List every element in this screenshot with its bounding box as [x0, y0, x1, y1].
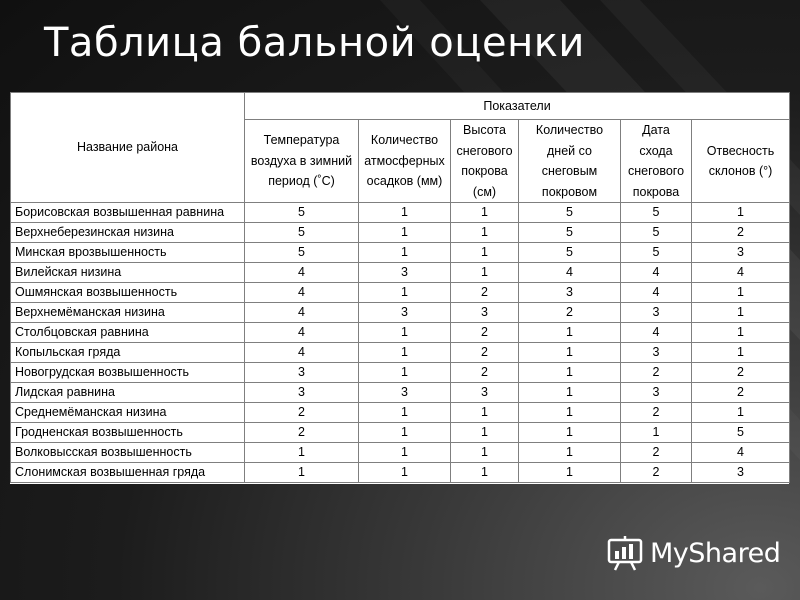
table-row: [11, 303, 790, 323]
district-name-cell: Минская врозвышенность: [11, 243, 245, 263]
score-cell: 3: [245, 363, 359, 383]
table-row: [11, 403, 790, 423]
score-cell: 5: [245, 243, 359, 263]
table-row: [11, 243, 790, 263]
score-cell: 5: [621, 223, 692, 243]
score-cell: 1: [359, 403, 451, 423]
score-cell: 2: [692, 223, 790, 243]
score-cell: 4: [621, 283, 692, 303]
score-cell: 2: [451, 323, 519, 343]
district-name-cell: Лидская равнина: [11, 383, 245, 403]
score-cell: 2: [621, 363, 692, 383]
table-row: [11, 263, 790, 283]
column-header: Отвесность склонов (°): [692, 120, 790, 203]
logo-text: MyShared: [650, 537, 781, 569]
score-cell: 1: [451, 423, 519, 443]
score-cell: 4: [692, 443, 790, 463]
score-cell: 3: [692, 243, 790, 263]
score-cell: 3: [359, 303, 451, 323]
score-cell: 1: [359, 343, 451, 363]
score-cell: 1: [451, 443, 519, 463]
score-cell: 2: [451, 283, 519, 303]
score-cell: 1: [245, 443, 359, 463]
score-cell: 5: [692, 423, 790, 443]
score-cell: 3: [692, 463, 790, 483]
score-cell: 1: [359, 443, 451, 463]
score-cell: 3: [519, 283, 621, 303]
slide-title: Таблица бальной оценки: [44, 20, 585, 66]
score-cell: 1: [692, 403, 790, 423]
score-cell: 1: [692, 323, 790, 343]
table-row: [11, 383, 790, 403]
score-cell: 3: [451, 303, 519, 323]
score-cell: 5: [621, 203, 692, 223]
score-cell: 1: [451, 463, 519, 483]
score-cell: 1: [621, 423, 692, 443]
district-name-cell: Верхнеберезинская низина: [11, 223, 245, 243]
name-column-header: Название района: [11, 93, 245, 203]
score-cell: 1: [451, 243, 519, 263]
column-header: Высота снегового покрова (см): [451, 120, 519, 203]
column-header: Дата схода снегового покрова: [621, 120, 692, 203]
score-table: [10, 92, 790, 483]
score-cell: 3: [451, 383, 519, 403]
score-cell: 4: [245, 283, 359, 303]
presentation-board-icon: [606, 534, 644, 572]
score-cell: 1: [519, 403, 621, 423]
score-cell: 2: [621, 403, 692, 423]
score-cell: 5: [519, 243, 621, 263]
score-cell: 4: [245, 303, 359, 323]
table-row: [11, 463, 790, 483]
district-name-cell: Ошмянская возвышенность: [11, 283, 245, 303]
table-row: [11, 323, 790, 343]
district-name-cell: Гродненская возвышенность: [11, 423, 245, 443]
score-cell: 3: [359, 263, 451, 283]
score-cell: 1: [359, 203, 451, 223]
score-cell: 1: [519, 383, 621, 403]
score-cell: 3: [621, 383, 692, 403]
score-cell: 1: [692, 343, 790, 363]
score-cell: 5: [519, 203, 621, 223]
score-cell: 1: [451, 203, 519, 223]
score-cell: 4: [519, 263, 621, 283]
score-cell: 2: [451, 343, 519, 363]
table-row: [11, 343, 790, 363]
table-row: [11, 443, 790, 463]
score-cell: 2: [621, 443, 692, 463]
score-cell: 1: [692, 203, 790, 223]
district-name-cell: Среднемёманская низина: [11, 403, 245, 423]
table-row: [11, 363, 790, 383]
score-cell: 1: [359, 323, 451, 343]
score-cell: 4: [245, 323, 359, 343]
score-cell: 1: [692, 283, 790, 303]
district-name-cell: Столбцовская равнина: [11, 323, 245, 343]
score-cell: 5: [245, 203, 359, 223]
score-cell: 1: [451, 223, 519, 243]
score-cell: 4: [621, 323, 692, 343]
district-name-cell: Слонимская возвышенная гряда: [11, 463, 245, 483]
score-cell: 1: [519, 463, 621, 483]
score-cell: 5: [519, 223, 621, 243]
score-cell: 3: [621, 343, 692, 363]
column-header: Количество атмосферных осадков (мм): [359, 120, 451, 203]
score-cell: 1: [519, 323, 621, 343]
score-cell: 5: [621, 243, 692, 263]
score-cell: 4: [621, 263, 692, 283]
score-cell: 2: [245, 403, 359, 423]
score-cell: 1: [451, 263, 519, 283]
table-row: [11, 203, 790, 223]
score-cell: 1: [359, 423, 451, 443]
score-cell: 3: [359, 383, 451, 403]
district-name-cell: Новогрудская возвышенность: [11, 363, 245, 383]
score-cell: 1: [519, 363, 621, 383]
score-cell: 1: [359, 223, 451, 243]
score-cell: 1: [359, 363, 451, 383]
score-cell: 1: [519, 423, 621, 443]
district-name-cell: Вилейская низина: [11, 263, 245, 283]
score-cell: 2: [692, 363, 790, 383]
district-name-cell: Борисовская возвышенная равнина: [11, 203, 245, 223]
district-name-cell: Волковысская возвышенность: [11, 443, 245, 463]
score-cell: 3: [621, 303, 692, 323]
district-name-cell: Верхнемёманская низина: [11, 303, 245, 323]
score-cell: 1: [359, 283, 451, 303]
score-cell: 2: [451, 363, 519, 383]
score-cell: 2: [692, 383, 790, 403]
district-name-cell: Копыльская гряда: [11, 343, 245, 363]
score-cell: 1: [451, 403, 519, 423]
score-cell: 2: [519, 303, 621, 323]
score-table-container: [10, 92, 789, 484]
header-row-group: [11, 93, 790, 120]
score-cell: 5: [245, 223, 359, 243]
group-header: Показатели: [245, 93, 790, 120]
score-cell: 2: [245, 423, 359, 443]
score-cell: 1: [692, 303, 790, 323]
score-cell: 4: [245, 263, 359, 283]
score-cell: 1: [359, 463, 451, 483]
table-row: [11, 283, 790, 303]
table-body: [11, 203, 790, 483]
column-header: Количество дней со снеговым покровом: [519, 120, 621, 203]
score-cell: 4: [245, 343, 359, 363]
score-cell: 1: [245, 463, 359, 483]
score-cell: 4: [692, 263, 790, 283]
score-cell: 1: [519, 343, 621, 363]
score-cell: 1: [359, 243, 451, 263]
table-row: [11, 423, 790, 443]
column-header: Температура воздуха в зимний период (˚C): [245, 120, 359, 203]
myshared-logo: [606, 534, 780, 572]
table-row: [11, 223, 790, 243]
score-cell: 3: [245, 383, 359, 403]
score-cell: 1: [519, 443, 621, 463]
score-cell: 2: [621, 463, 692, 483]
